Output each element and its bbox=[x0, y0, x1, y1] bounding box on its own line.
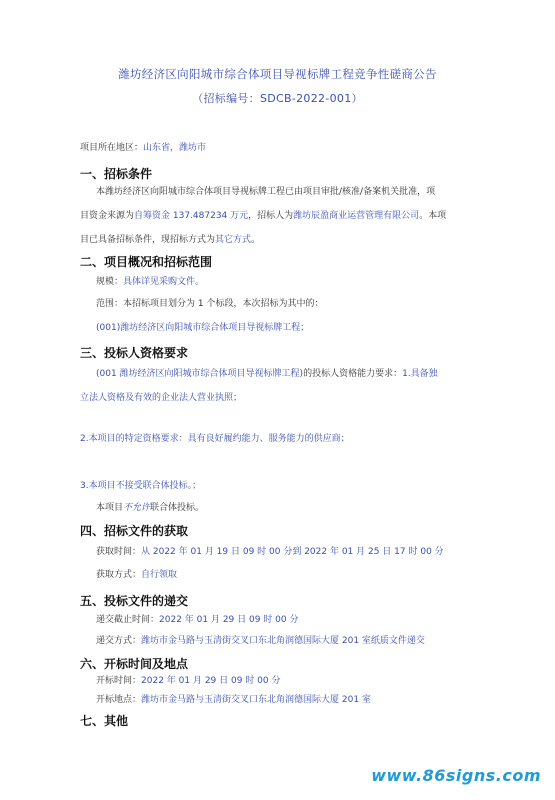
s2-lot: (001)潍坊经济区向阳城市综合体项目导视标牌工程； bbox=[96, 323, 310, 333]
section-7-heading: 七、其他 bbox=[80, 714, 129, 728]
s4-method-value: 自行领取 bbox=[141, 570, 178, 580]
s1-line2e: 。本项 bbox=[419, 211, 447, 221]
page-title: 潍坊经济区向阳城市综合体项目导视标牌工程竞争性磋商公告 bbox=[118, 67, 437, 81]
s6-place-label: 开标地点： bbox=[96, 695, 142, 705]
s4-time-value: 从 2022 年 01 月 19 日 09 时 00 分到 2022 年 01 月 25 日 17 时 00 分 bbox=[141, 547, 444, 557]
s4-method bbox=[96, 569, 177, 581]
s6-time-label: 开标时间： bbox=[96, 676, 142, 686]
section-1-heading: 一、招标条件 bbox=[80, 167, 153, 181]
s5-place bbox=[96, 635, 425, 647]
s3-req3: 3.本项目不接受联合体投标。； bbox=[80, 481, 202, 491]
s3-line1b: 的投标人资格能力要求： bbox=[303, 369, 403, 379]
location-value: 山东省，潍坊市 bbox=[143, 143, 207, 153]
tenderer-name: 潍坊辰盈商业运营管理有限公司 bbox=[293, 211, 420, 221]
s3-req2: 2.本项目的特定资格要求：具有良好履约能力、服务能力的供应商； bbox=[80, 434, 350, 444]
fund-amount: 自筹资金 137.487234 万元 bbox=[134, 211, 249, 221]
s5-deadline-label: 递交截止时间： bbox=[96, 615, 160, 625]
location-label: 项目所在地区： bbox=[80, 143, 144, 153]
s1-line3 bbox=[80, 234, 260, 246]
s1-line2a: 目资金来源为 bbox=[80, 211, 135, 221]
scale-label: 规模： bbox=[96, 277, 124, 287]
s1-line2c: ，招标人为 bbox=[248, 211, 294, 221]
s1-line3c: 。 bbox=[251, 235, 261, 245]
project-location bbox=[80, 142, 206, 154]
section-2-heading: 二、项目概况和招标范围 bbox=[80, 255, 213, 269]
consortium-c: 联合体投标。 bbox=[150, 503, 205, 513]
s3-lot-name: (001 潍坊经济区向阳城市综合体项目导视标牌工程) bbox=[96, 369, 304, 379]
s5-deadline bbox=[96, 614, 298, 626]
s4-time bbox=[96, 546, 444, 558]
s5-deadline-value: 2022 年 01 月 29 日 09 时 00 分 bbox=[159, 615, 299, 625]
s2-scope: 范围：本招标项目划分为 1 个标段，本次招标为其中的： bbox=[96, 299, 324, 309]
s5-place-label: 递交方式： bbox=[96, 636, 142, 646]
s6-time-value: 2022 年 01 月 29 日 09 时 00 分 bbox=[141, 676, 281, 686]
s6-time bbox=[96, 675, 280, 687]
s3-line2: 立法人资格及有效的企业法人营业执照； bbox=[80, 393, 243, 403]
consortium-a: 本项目 bbox=[96, 503, 124, 513]
scale-value: 具体详见采购文件。 bbox=[123, 277, 205, 287]
site-watermark: www.86signs.com bbox=[371, 766, 541, 785]
s2-scale bbox=[96, 276, 204, 288]
s1-line3a: 目已具备招标条件，现招标方式为 bbox=[80, 235, 216, 245]
section-3-heading: 三、投标人资格要求 bbox=[80, 346, 189, 360]
tender-method: 其它方式 bbox=[215, 235, 252, 245]
s1-line1: 本潍坊经济区向阳城市综合体项目导视标牌工程已由项目审批/核准/备案机关批准，项 bbox=[96, 187, 436, 197]
s5-place-value: 潍坊市金马路与玉清街交叉口东北角润德国际大厦 201 室纸质文件递交 bbox=[141, 636, 425, 646]
s4-method-label: 获取方式： bbox=[96, 570, 142, 580]
consortium-b: 不允许 bbox=[123, 503, 151, 513]
s3-consortium bbox=[96, 502, 204, 514]
section-5-heading: 五、投标文件的递交 bbox=[80, 594, 189, 608]
s6-place-value: 潍坊市金马路与玉清街交叉口东北角润德国际大厦 201 室 bbox=[141, 695, 371, 705]
section-4-heading: 四、招标文件的获取 bbox=[80, 524, 189, 538]
s1-line2 bbox=[80, 210, 446, 222]
s3-line1c: 1.具备独 bbox=[402, 369, 438, 379]
s4-time-label: 获取时间： bbox=[96, 547, 142, 557]
s6-place bbox=[96, 694, 371, 706]
tender-code: （招标编号：SDCB-2022-001） bbox=[192, 92, 363, 105]
section-6-heading: 六、开标时间及地点 bbox=[80, 657, 189, 671]
s3-line1 bbox=[96, 368, 438, 380]
